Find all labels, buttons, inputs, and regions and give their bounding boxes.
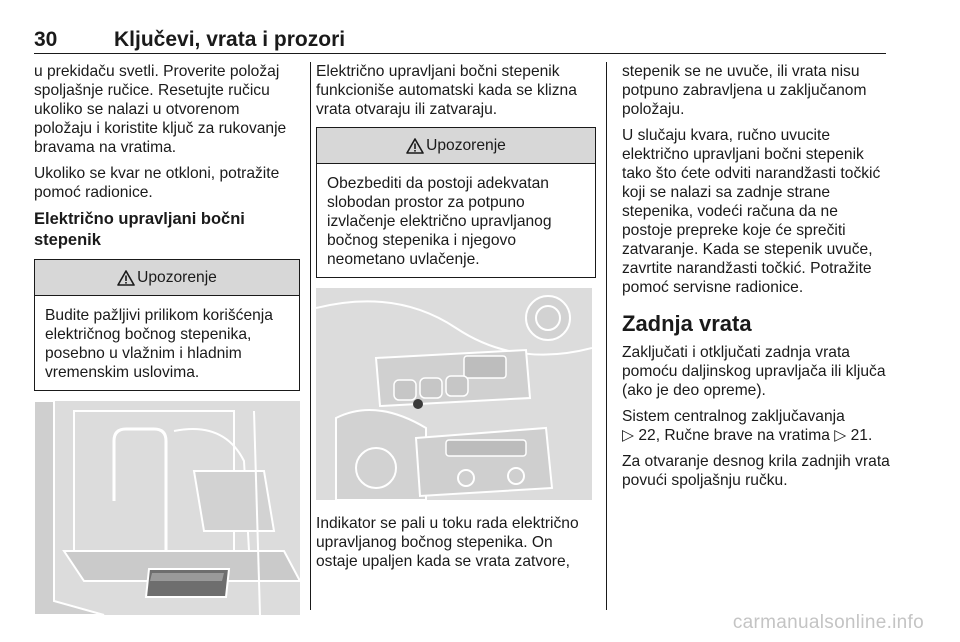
reference-arrow-icon: ▷ <box>834 427 847 444</box>
page-number: 30 <box>34 28 58 51</box>
warning-text: Obezbediti da postoji adekvatan slobodan prostor za potpuno izvlačenje električno upravljanog bočnog stepenika i njegovo neometano uvlačenje. <box>327 175 552 268</box>
column-2 <box>316 62 596 578</box>
reference-text: . <box>867 427 873 444</box>
warning-box <box>316 127 596 278</box>
page-title: Ključevi, vrata i prozori <box>114 28 346 51</box>
warning-title: Upozorenje <box>137 269 217 286</box>
paragraph: Zaključati i otključati zadnja vrata pomoću daljinskog upravljača ili ključa (ako je deo opreme). <box>622 344 886 399</box>
reference-text: , Ručne brave na vratima <box>655 427 830 444</box>
subheading: Električno upravljani bočni stepenik <box>34 210 245 249</box>
column-divider <box>606 62 607 610</box>
side-step-illustration <box>34 401 300 615</box>
dashboard-drawing <box>316 288 592 500</box>
paragraph: Ukoliko se kvar ne otkloni, potražite pomoć radionice. <box>34 165 280 201</box>
page-reference-link[interactable]: 22 <box>638 427 656 444</box>
warning-triangle-icon <box>117 270 135 286</box>
paragraph: Električno upravljani bočni stepenik funkcioniše automatski kada se klizna vrata otvaraju ili zatvaraju. <box>316 63 577 118</box>
warning-title: Upozorenje <box>426 137 506 154</box>
watermark: carmanualsonline.info <box>732 612 924 633</box>
page-reference-link[interactable]: 21 <box>850 427 868 444</box>
side-step-drawing <box>34 401 300 615</box>
warning-box <box>34 259 300 391</box>
dashboard-indicator-illustration <box>316 288 592 500</box>
warning-text: Budite pažljivi prilikom korišćenja električnog bočnog stepenika, posebno u vlažnim i hladnim vremenskim uslovima. <box>45 307 273 381</box>
warning-triangle-icon <box>406 138 424 154</box>
paragraph-with-references <box>622 407 892 445</box>
paragraph: stepenik se ne uvuče, ili vrata nisu potpuno zabravljena u zaključanom položaju. <box>622 63 867 118</box>
reference-arrow-icon: ▷ <box>622 427 634 444</box>
paragraph: U slučaju kvara, ručno uvucite električno upravljani bočni stepenik tako što ćete odviti narandžasti točkić koji se nalazi sa zadnje strane stepenika, vodeći računa da ne postoje prepreke koje će sprečiti zatvaranje. Kada se stepenik uvuče, zavrtite narandžasti točkić. Potražite pomoć servisne radionice. <box>622 127 881 296</box>
section-heading: Zadnja vrata <box>622 311 752 336</box>
page-header <box>34 28 886 54</box>
column-3 <box>622 62 892 497</box>
warning-header <box>35 260 299 296</box>
column-1 <box>34 62 300 615</box>
reference-text: Sistem centralnog zaključavanja <box>622 408 845 425</box>
paragraph: u prekidaču svetli. Proverite položaj spoljašnje ručice. Resetujte ručicu ukoliko se nalazi u otvorenom položaju i koristite ključ za rukovanje bravama na vratima. <box>34 63 287 156</box>
paragraph: Indikator se pali u toku rada električno upravljanog bočnog stepenika. On ostaje upaljen kada se vrata zatvore, <box>316 515 579 570</box>
column-divider <box>310 62 311 610</box>
warning-header <box>317 128 595 164</box>
paragraph: Za otvaranje desnog krila zadnjih vrata povući spoljašnju ručku. <box>622 453 890 489</box>
